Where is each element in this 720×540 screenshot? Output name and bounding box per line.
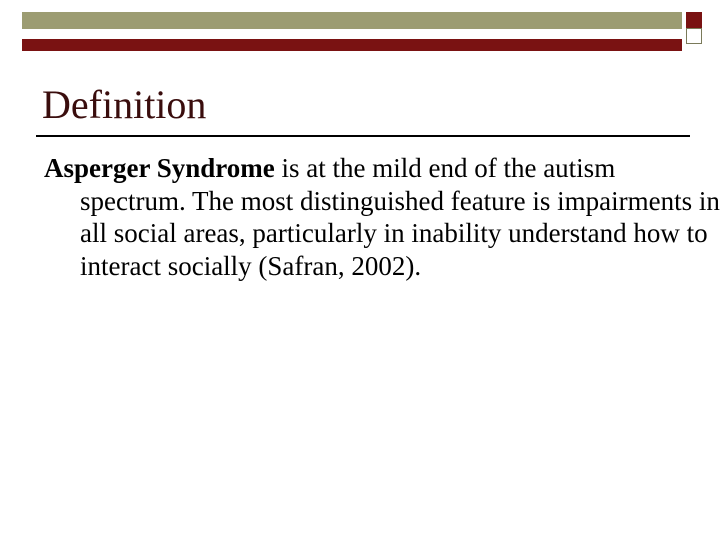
slide-title: Definition	[42, 82, 207, 127]
definition-text: is at the mild end of the autism spectrum. The most distinguished feature is impairments in all social areas, particularly in inability understand how to interact socially (Safran, 2002).	[80, 153, 720, 281]
corner-square-filled-icon	[686, 12, 702, 28]
corner-square-outline-icon	[686, 28, 702, 44]
red-stripe	[22, 39, 682, 51]
olive-stripe	[22, 12, 682, 29]
definition-paragraph	[44, 152, 720, 282]
defined-term: Asperger Syndrome	[44, 153, 275, 183]
top-decoration-band	[22, 12, 682, 38]
title-divider	[36, 135, 690, 137]
